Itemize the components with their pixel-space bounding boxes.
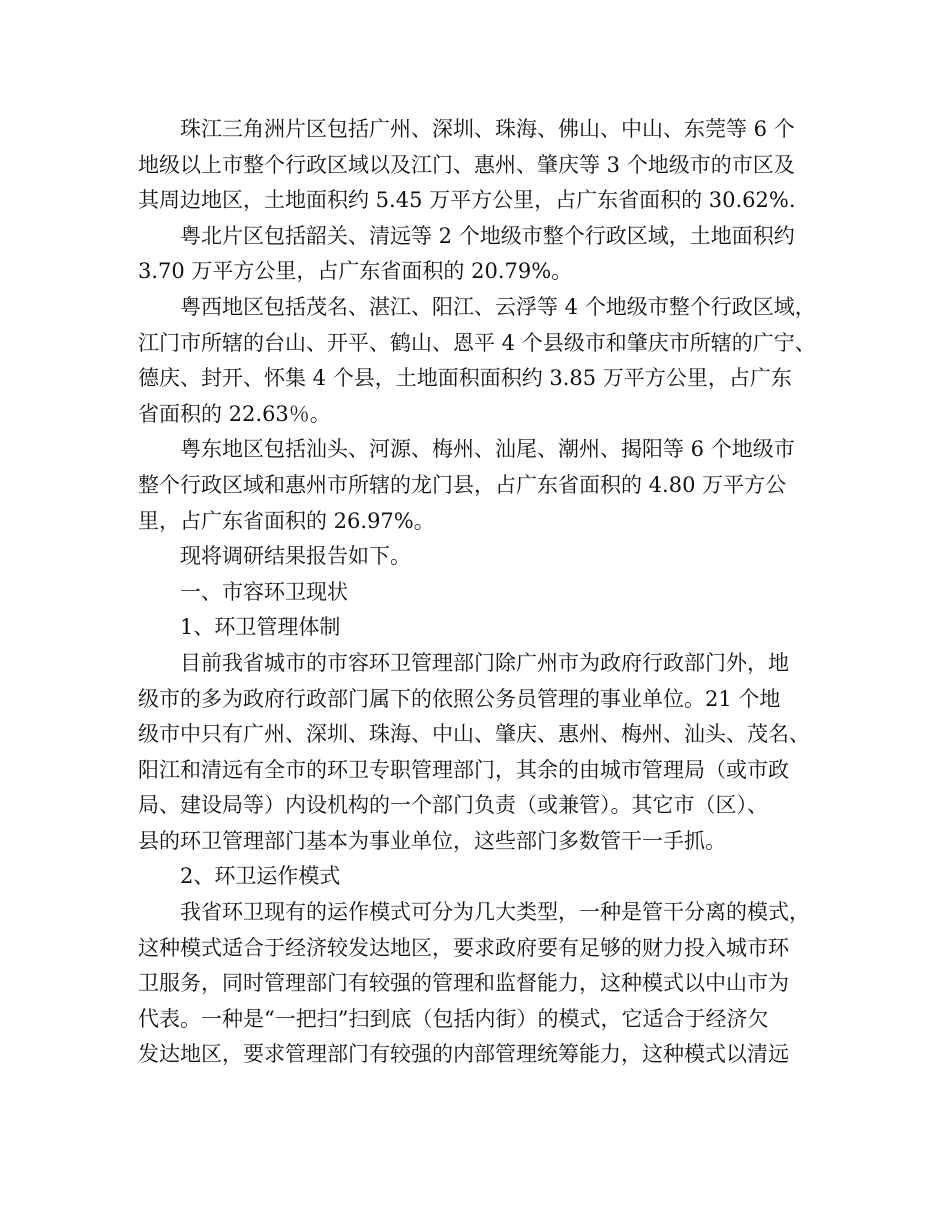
text-line: 地级以上市整个行政区域以及江门、惠州、肇庆等 3 个地级市的市区及 xyxy=(138,152,795,177)
text-line: 级市中只有广州、深圳、珠海、中山、肇庆、惠州、梅州、汕头、茂名、 xyxy=(138,722,810,747)
text-line: 现将调研结果报告如下。 xyxy=(180,544,411,569)
text-line: 县的环卫管理部门基本为事业单位，这些部门多数管干一手抓。 xyxy=(138,828,726,853)
subsection-heading: 1、环卫管理体制 xyxy=(180,615,341,640)
text-line: 粤东地区包括汕头、河源、梅州、汕尾、潮州、揭阳等 6 个地级市 xyxy=(180,437,795,462)
text-line: 这种模式适合于经济较发达地区，要求政府要有足够的财力投入城市环 xyxy=(138,935,789,960)
text-line: 粤西地区包括茂名、湛江、阳江、云浮等 4 个地级市整个行政区域， xyxy=(180,294,816,319)
text-line: 我省环卫现有的运作模式可分为几大类型，一种是管干分离的模式， xyxy=(180,900,810,925)
text-line: 里，占广东省面积的 26.97%。 xyxy=(138,508,435,533)
text-line: 级市的多为政府行政部门属下的依照公务员管理的事业单位。21 个地 xyxy=(138,686,781,711)
text-line: 卫服务，同时管理部门有较强的管理和监督能力，这种模式以中山市为 xyxy=(138,971,789,996)
text-line: 阳江和清远有全市的环卫专职管理部门，其余的由城市管理局（或市政 xyxy=(138,757,789,782)
text-line: 珠江三角洲片区包括广州、深圳、珠海、佛山、中山、东莞等 6 个 xyxy=(180,117,795,141)
text-line: 局、建设局等）内设机构的一个部门负责（或兼管）。其它市（区）、 xyxy=(138,793,768,818)
text-line: 目前我省城市的市容环卫管理部门除广州市为政府行政部门外，地 xyxy=(180,650,789,675)
text-line: 代表。一种是“一把扫”扫到底（包括内街）的模式，它适合于经济欠 xyxy=(138,1006,769,1031)
text-line: 省面积的 22.63％。 xyxy=(138,401,331,426)
text-line: 其周边地区，土地面积约 5.45 万平方公里，占广东省面积的 30.62%. xyxy=(138,188,796,213)
text-line: 整个行政区域和惠州市所辖的龙门县，占广东省面积的 4.80 万平方公 xyxy=(138,472,787,497)
document-body xyxy=(138,112,818,1073)
section-heading: 一、市容环卫现状 xyxy=(180,579,348,604)
subsection-heading: 2、环卫运作模式 xyxy=(180,864,341,889)
text-line: 江门市所辖的台山、开平、鹤山、恩平 4 个县级市和肇庆市所辖的广宁、 xyxy=(138,330,816,355)
text-line: 德庆、封开、怀集 4 个县，土地面积面积约 3.85 万平方公里，占广东 xyxy=(138,366,792,391)
text-line: 发达地区，要求管理部门有较强的内部管理统筹能力，这种模式以清远 xyxy=(138,1042,789,1067)
text-line: 3.70 万平方公里，占广东省面积的 20.79%。 xyxy=(138,259,573,284)
text-line: 粤北片区包括韶关、清远等 2 个地级市整个行政区域，土地面积约 xyxy=(180,223,795,248)
